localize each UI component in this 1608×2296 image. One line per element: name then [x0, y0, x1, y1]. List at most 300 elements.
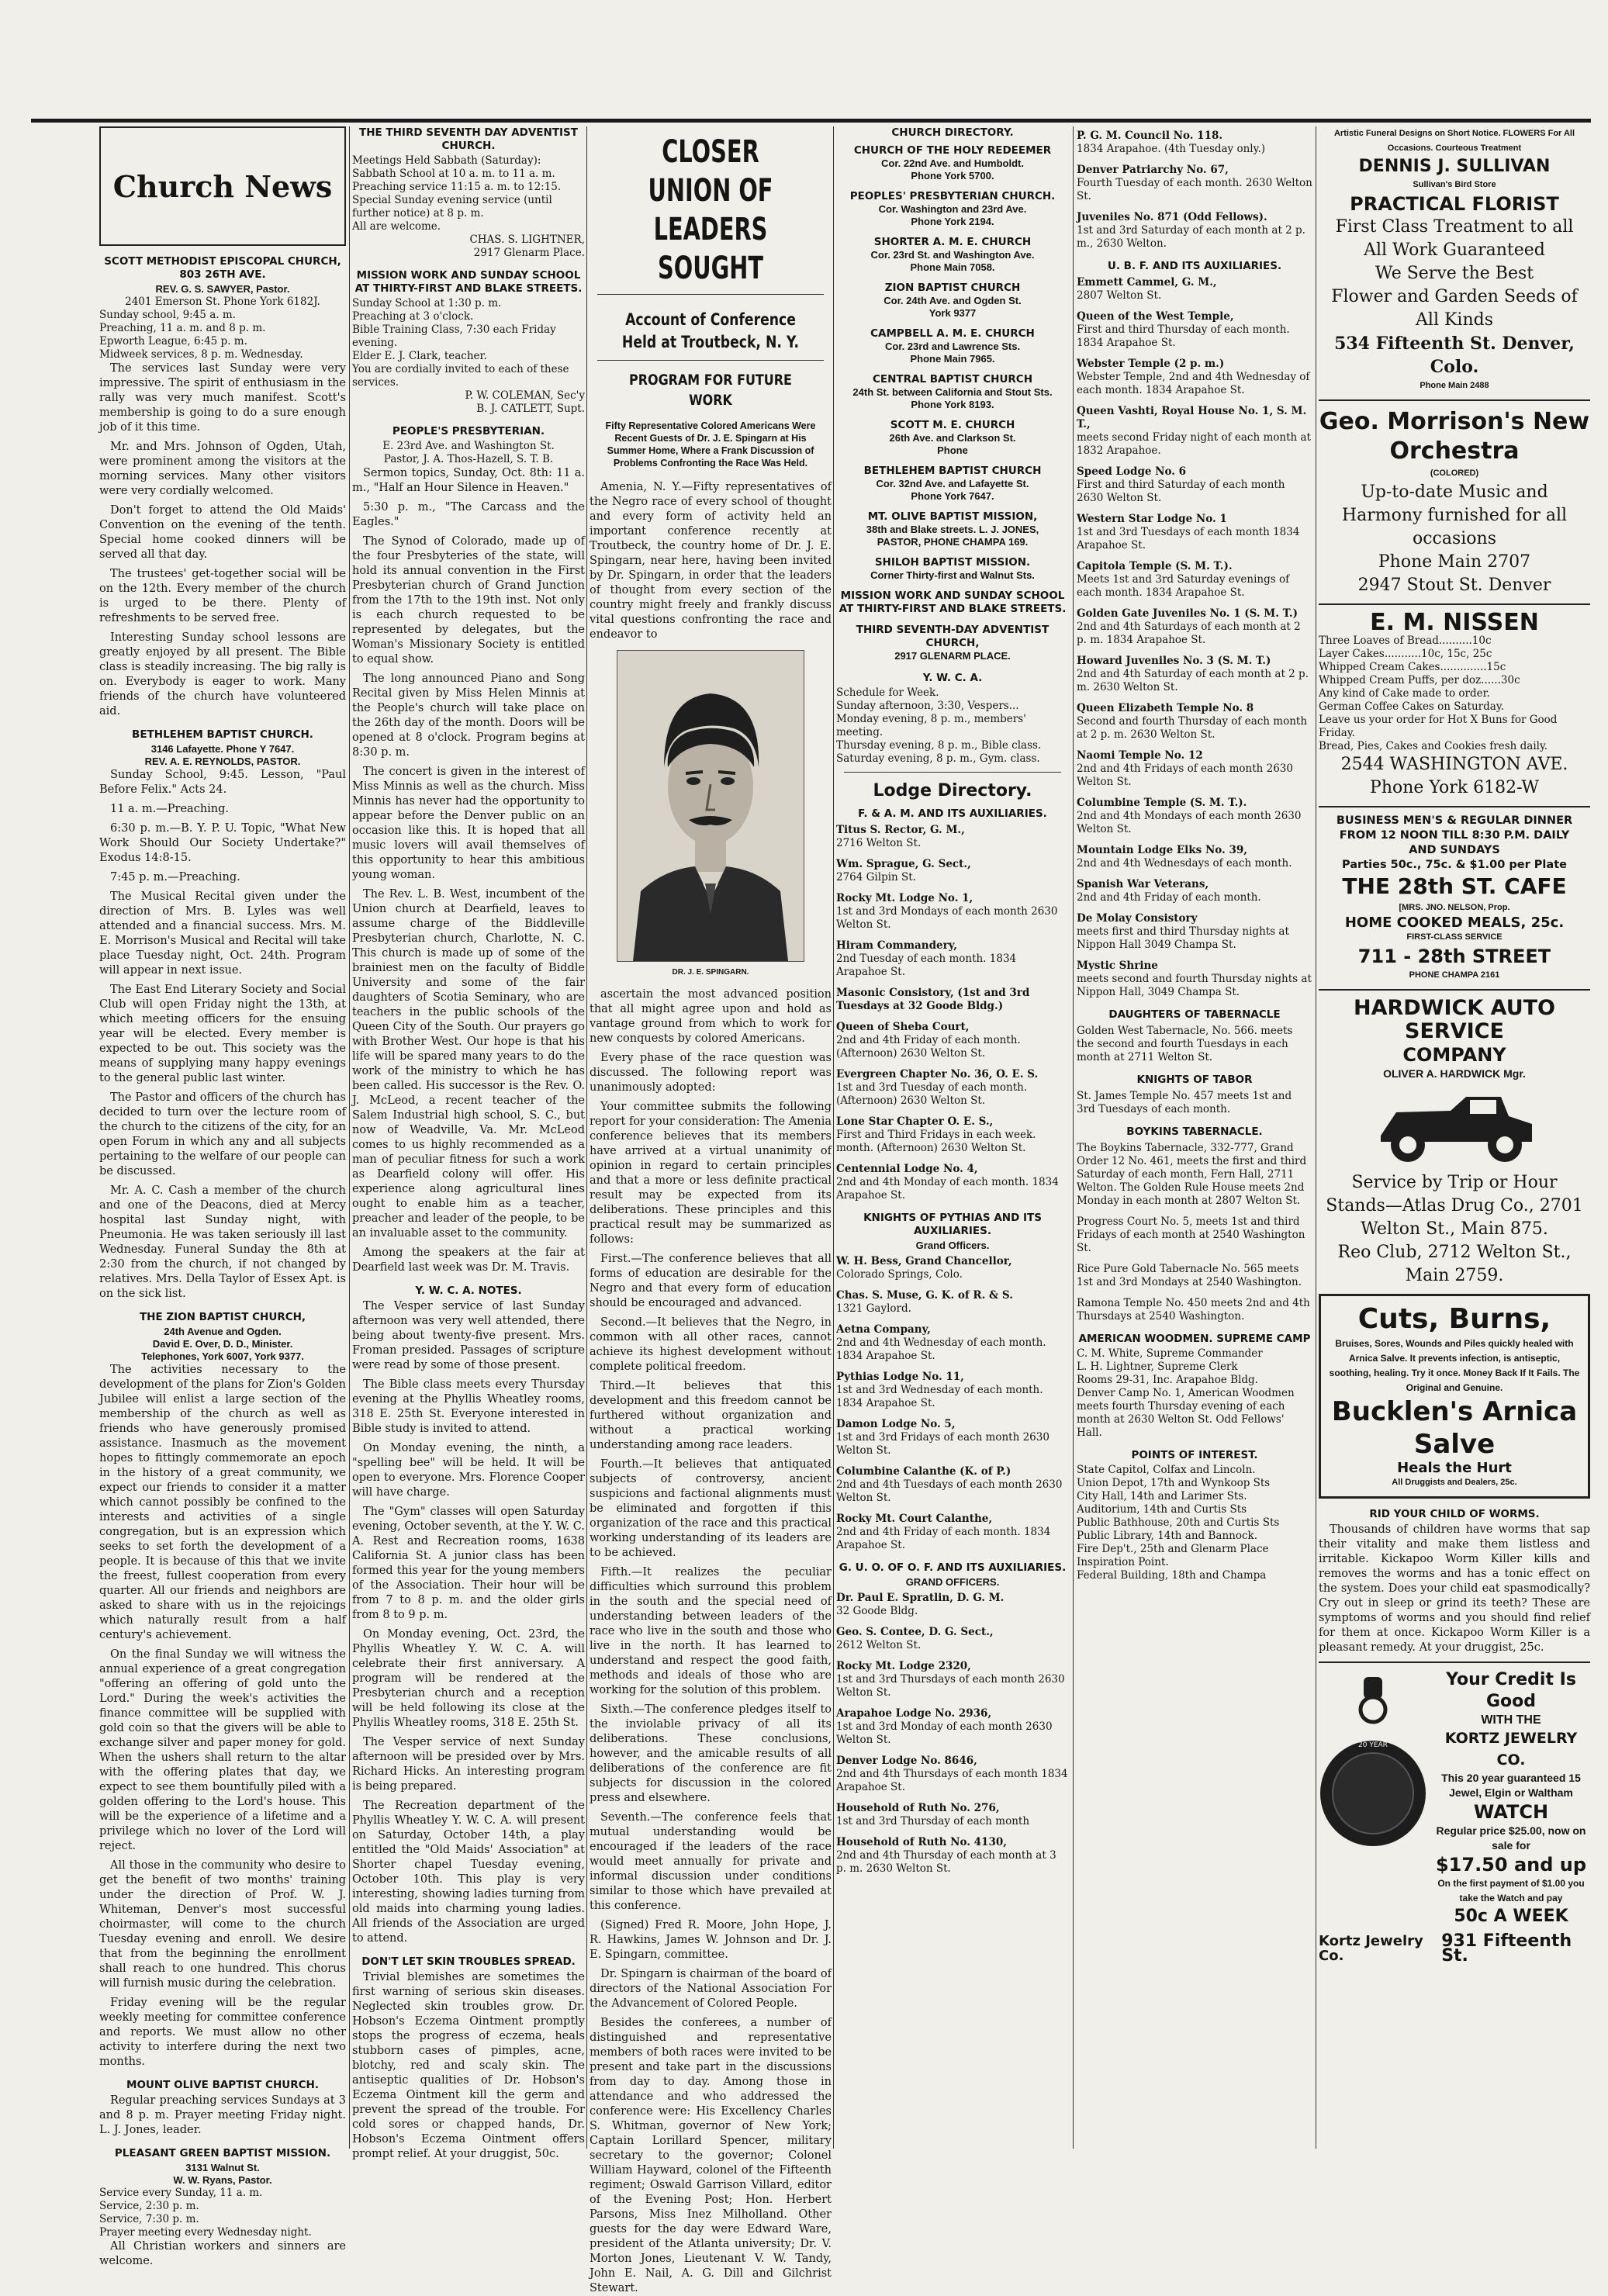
paragraph: The Musical Recital given under the direction of Mrs. B. Lyles was well attended and a financial success. Mrs. M. E. Morrison's Musical and Recital will take place Tuesday night, Oct. 24th. Program will appear in next issue.: [99, 890, 346, 977]
peoples-head: PEOPLE'S PRESBYTERIAN.: [392, 425, 545, 437]
church-directory-title: CHURCH DIRECTORY.: [891, 126, 1014, 139]
paragraph: (Signed) Fred R. Moore, John Hope, J. R. Hawkins, James W. Johnson and Dr. J. E. Spingarn, committee.: [590, 1919, 832, 1961]
lodge-entry-name: Geo. S. Contee, D. G. Sect.,: [836, 1626, 994, 1638]
worms-head: RID YOUR CHILD OF WORMS.: [1369, 1508, 1540, 1520]
directory-entry: [836, 465, 1069, 503]
kortz-terms: On the first payment of $1.00 you take the Watch and pay: [1437, 1878, 1585, 1904]
bucklen-tag: Heals the Hurt: [1397, 1460, 1512, 1476]
column-directories: [836, 126, 1069, 2149]
lodge-entry: [836, 1371, 1069, 1410]
column-church-news: [99, 126, 346, 2267]
lodge-entry-name: Webster Temple (2 p. m.): [1077, 358, 1225, 370]
watch-dial-text: 20 YEAR: [1358, 1741, 1388, 1749]
scott-address: 2401 Emerson St. Phone York 6182J.: [125, 296, 320, 308]
directory-entry-line: 24th St. between California and Stout Sts.: [852, 386, 1053, 398]
woodmen-line: L. H. Lightner, Supreme Clerk: [1077, 1361, 1238, 1373]
lodge-entry-detail: 32 Goode Bldg.: [836, 1605, 918, 1617]
paragraph: The concert is given in the interest of Miss Minnis as well as the church. Miss Minnis has never had the opportunity to appear before the Denver public on an occasion like this. It is hoped that all music lovers will avail themselves of this opportunity to hear this ambitious young woman.: [352, 766, 585, 881]
lodge-entry: [1077, 878, 1312, 904]
hardwick-mgr: OLIVER A. HARDWICK Mgr.: [1383, 1067, 1526, 1080]
ad-line: All Kinds: [1416, 310, 1493, 330]
poi-line: Public Bathhouse, 20th and Curtis Sts: [1077, 1516, 1280, 1529]
lodge-entry: [1077, 310, 1312, 350]
lodge-entry-name: W. H. Bess, Grand Chancellor,: [836, 1255, 1012, 1267]
sda-signer-address: 2917 Glenarm Place.: [473, 247, 585, 259]
ad-divider: [1319, 399, 1590, 401]
lodge-entry-name: Denver Lodge No. 8646,: [836, 1755, 977, 1767]
lodge-entry-name: Mystic Shrine: [1077, 960, 1158, 972]
lodge-entry: [1077, 912, 1312, 952]
lodge-entry-name: Emmett Cammel, G. M.,: [1077, 276, 1217, 289]
woodmen-line: C. M. White, Supreme Commander: [1077, 1347, 1263, 1360]
lodge-entry: [836, 1660, 1069, 1700]
headline-second: Account of Conference Held at Troutbeck, N. Y.: [621, 310, 800, 351]
cafe-ad: [1319, 814, 1590, 983]
sullivan-phone: Phone Main 2488: [1420, 381, 1489, 390]
lodge-entry-detail: 2nd and 4th Friday of each month. 1834 Arapahoe St.: [836, 1526, 1051, 1551]
schedule-line: Midweek services, 8 p. m. Wednesday.: [99, 348, 303, 361]
sullivan-title: PRACTICAL FLORIST: [1350, 193, 1559, 215]
nissen-items: [1319, 635, 1590, 753]
lodge-entry-name: Golden Gate Juveniles No. 1 (S. M. T.): [1077, 607, 1298, 620]
ad-line: Stands—Atlas Drug Co., 2701 Welton St., Main 875.: [1326, 1196, 1583, 1239]
schedule-line: Meetings Held Sabbath (Saturday):: [352, 154, 541, 167]
poi-list: [1077, 1464, 1312, 1582]
column-lodges: [1077, 126, 1312, 2149]
lodge-entry-detail: 2nd and 4th Monday of each month. 1834 Arapahoe St.: [836, 1176, 1059, 1202]
lodge-entry-name: Speed Lodge No. 6: [1077, 465, 1187, 478]
directory-entry-name: SHORTER A. M. E. CHURCH: [873, 236, 1032, 248]
lodge-entry-detail: 1st and 3rd Mondays of each month 2630 Welton St.: [836, 905, 1058, 931]
mount-olive-head: MOUNT OLIVE BAPTIST CHURCH.: [126, 2079, 319, 2091]
menu-item: Layer Cakes...........10c, 15c, 25c: [1319, 648, 1492, 660]
cafe-line: Parties 50c., 75c. & $1.00 per Plate: [1342, 859, 1567, 871]
lodge-entry-detail: 2nd and 4th Tuesdays of each month 2630 Welton St.: [836, 1478, 1063, 1504]
poi-line: Union Depot, 17th and Wynkoop Sts: [1077, 1477, 1271, 1489]
pocket-watch-icon: [1319, 1669, 1427, 1902]
schedule-line: Monday evening, 8 p. m., members' meeting.: [836, 713, 1026, 738]
lodge-entry-detail: 1st and 3rd Thursday of each month: [836, 1815, 1030, 1827]
zion-minister: David E. Over, D. D., Minister.: [152, 1338, 293, 1350]
mission-head: MISSION WORK AND SUNDAY SCHOOL AT THIRTY-FIRST AND BLAKE STREETS.: [354, 269, 583, 295]
oddfellows-list: [836, 1592, 1069, 1876]
lodge-entry: [836, 824, 1069, 850]
lodge-entry-detail: Meets 1st and 3rd Saturday evenings of each month. 1834 Arapahoe St.: [1077, 573, 1290, 599]
paragraph: The Recreation department of the Phyllis Wheatley Y. W. C. A. will present on Saturday, October 14th, a play entitled the "Old Maids' Association" at Shorter chapel Tuesday evening, October 10th. This play is very interesting, showing ladies turning from old maids into charming young ladies. All friends of the Association are urged to attend.: [352, 1800, 585, 1945]
directory-entry-line: Cor. Washington and 23rd Ave.: [878, 203, 1027, 215]
ad-divider: [1319, 989, 1590, 991]
paragraph: Fifth.—It realizes the peculiar difficulties which surround this problem in the south and the special need of understanding between leaders of the race who live in the south and those who live in the north. It has learned to understand and respect the good faith, methods and ideals of those who are working for the solution of this problem.: [590, 1566, 832, 1696]
cafe-line: FROM 12 NOON TILL 8:30 P.M. DAILY: [1339, 829, 1570, 842]
lodge-entry-name: Columbine Temple (S. M. T.).: [1077, 797, 1247, 809]
lodge-entry-detail: 2nd and 4th Wednesday of each month. 1834 Arapahoe St.: [836, 1336, 1046, 1362]
bethlehem-head: BETHLEHEM BAPTIST CHURCH.: [132, 728, 313, 741]
bucklen-sub: Bruises, Sores, Wounds and Piles quickly healed with Arnica Salve. It prevents infection, is antiseptic, soothing, healing. Try it once. Money Back If It Fails. The Original and Genuine.: [1329, 1338, 1580, 1393]
column-rule: [833, 126, 834, 2149]
lodge-entry-detail: 1st and 3rd Fridays of each month 2630 Welton St.: [836, 1431, 1050, 1457]
lodge-entry: [836, 939, 1069, 979]
council-list: [1077, 130, 1312, 251]
column-rule: [349, 126, 350, 2149]
kortz-watch: WATCH: [1473, 1801, 1549, 1823]
menu-item: Leave us your order for Hot X Buns for Good Friday.: [1319, 714, 1558, 739]
directory-entry: [836, 327, 1069, 365]
church-directory-list: [836, 144, 1069, 662]
kortz-line1: Your Credit Is Good: [1446, 1670, 1576, 1711]
paragraph: ascertain the most advanced position that all might agree upon and hold as vantage ground from which to work for new conquests by colored Americans.: [590, 988, 832, 1045]
directory-entry-line: PASTOR, PHONE CHAMPA 169.: [877, 536, 1029, 548]
sullivan-small: Artistic Funeral Designs on Short Notice. FLOWERS For All Occasions. Courteous Treatment: [1333, 129, 1575, 153]
directory-entry: [836, 373, 1069, 411]
kp-sub: Grand Officers.: [915, 1240, 990, 1251]
lodge-entry-name: Spanish War Veterans,: [1077, 878, 1209, 890]
top-rule: [31, 119, 1591, 123]
lodge-entry: [1077, 607, 1312, 647]
woodmen-list: [1077, 1347, 1312, 1440]
cafe-line: AND SUNDAYS: [1409, 844, 1500, 856]
ywca-directory-head: Y. W. C. A.: [922, 672, 983, 684]
paragraph: 11 a. m.—Preaching.: [110, 803, 230, 815]
cafe-line: BUSINESS MEN'S & REGULAR DINNER: [1336, 814, 1573, 827]
lodge-entry: [836, 1513, 1069, 1552]
woodmen-head: AMERICAN WOODMEN. SUPREME CAMP: [1078, 1333, 1311, 1345]
lodge-entry-detail: 2612 Welton St.: [836, 1639, 922, 1651]
pleasant-green-closing: All Christian workers and sinners are welcome.: [99, 2240, 346, 2267]
paragraph: Your committee submits the following report for your consideration: The Amenia conference believes that its members have arrived at a virtual unanimity of opinion in regard to certain principles and that a more or less definite practical result may be expected from its deliberations. These principles and this practical result may be summarized as follows:: [590, 1101, 832, 1246]
directory-entry-line: Phone Main 7058.: [910, 261, 995, 273]
schedule-line: Thursday evening, 8 p. m., Bible class.: [836, 739, 1042, 752]
directory-entry: [836, 556, 1069, 582]
lodge-entry-name: Evergreen Chapter No. 36, O. E. S.: [836, 1068, 1039, 1081]
sullivan-sub: Sullivan's Bird Store: [1413, 180, 1496, 189]
directory-entry-line: Phone York 8193.: [911, 399, 994, 410]
kp-list: [836, 1255, 1069, 1552]
lodge-entry-detail: 1st and 3rd Tuesday of each month. (Afternoon) 2630 Welton St.: [836, 1081, 1028, 1107]
lodge-entry: [836, 1289, 1069, 1316]
church-news-header: [99, 126, 346, 246]
directory-entry-name: MISSION WORK AND SUNDAY SCHOOL AT THIRTY-FIRST AND BLAKE STREETS.: [839, 590, 1067, 615]
lodge-entry-name: Queen Elizabeth Temple No. 8: [1077, 702, 1254, 714]
directory-entry-line: 38th and Blake streets. L. J. JONES,: [866, 524, 1039, 535]
man-portrait-illustration: [617, 651, 804, 961]
bucklen-title: Cuts, Burns,: [1357, 1303, 1551, 1335]
directory-entry: [836, 282, 1069, 320]
tabor-text: St. James Temple No. 457 meets 1st and 3rd Tuesdays of each month.: [1077, 1090, 1292, 1115]
nissen-phone: Phone York 6182-W: [1370, 778, 1539, 797]
ywca-notes-head: Y. W. C. A. NOTES.: [415, 1285, 522, 1297]
lodge-entry: [836, 858, 1069, 884]
zion-head: THE ZION BAPTIST CHURCH,: [139, 1311, 306, 1323]
menu-item: German Coffee Cakes on Saturday.: [1319, 700, 1504, 713]
directory-entry-name: THIRD SEVENTH-DAY ADVENTIST CHURCH,: [856, 624, 1050, 649]
lodge-entry: [836, 1802, 1069, 1828]
cafe-meals: HOME COOKED MEALS, 25c.: [1344, 915, 1565, 931]
mission-schedule: [352, 297, 585, 389]
lodge-entry: [836, 1418, 1069, 1457]
paragraph: The East End Literary Society and Social Club will open Friday night the 13th, at which meeting officers for the ensuing year will be elected. Every member is expected to be out. This society was the means of supplying many happy evenings to the general public last winter.: [99, 984, 346, 1084]
hardwick-ad: [1319, 997, 1590, 1288]
scott-church-head: SCOTT METHODIST EPISCOPAL CHURCH, 803 26TH AVE.: [104, 255, 341, 281]
paragraph: On Monday evening, Oct. 23rd, the Phyllis Wheatley Y. W. C. A. will celebrate their first anniversary. A program will be rendered at the Presbyterian church and a reception will be held following its close at the Phyllis Wheatley rooms, 318 E. 25th St.: [352, 1628, 585, 1729]
portrait-caption: DR. J. E. SPINGARN.: [672, 968, 749, 977]
paragraph: The long announced Piano and Song Recital given by Miss Helen Minnis at the People's church will take place on the 26th day of the month. Doors will be opened at 8 o'clock. Program begins at 8:30 p. m.: [352, 673, 585, 759]
directory-entry: [836, 624, 1069, 662]
lodge-entry-detail: 2nd and 4th Mondays of each month 2630 Welton St.: [1077, 810, 1302, 835]
paragraph: The activities necessary to the development of the plans for Zion's Golden Jubilee will enlist a large section of the membership of the church as well as friends who have generously promised assistance. Inasmuch as the movement hopes to fittingly commemorate an epoch in the history of a great community, we expect our friends to consider it a matter which cannot possibly be confined to the interests and activities of a single congregation, but is an expression which seeks to set forth the development of a people. It is because of this that we invite the freest, fullest cooperation from every quarter. All our friends and neighbors are asked to share with us in the rejoicings which naturally result from a half century's achievement.: [99, 1364, 346, 1641]
paragraph: First.—The conference believes that all forms of education are desirable for the Negro and that every form of education should be encouraged and advanced.: [590, 1253, 832, 1309]
paragraph: The Bible class meets every Thursday evening at the Phyllis Wheatley rooms, 318 E. 25th St. Everyone interested in Bible study is invited to attend.: [352, 1378, 585, 1435]
lodge-entry-detail: meets second Friday night of each month at 1832 Arapahoe.: [1077, 431, 1311, 457]
worms-text: Thousands of children have worms that sap their vitality and make them listless and irritable. Kickapoo Worm Killer kills and removes the worms and has a tonic effect on the system. Does your child eat spasmodically? Cry out in sleep or grind its teeth? These are symptoms of worms and you should find relief for them at once. Kickapoo Worm Killer is a pleasant remedy. At your druggist, 25c.: [1319, 1523, 1590, 1654]
lodge-entry-detail: 2nd and 4th Saturday of each month at 2 p. m. 2630 Welton St.: [1077, 668, 1309, 693]
directory-entry: [836, 510, 1069, 548]
lodge-entry: [836, 1068, 1069, 1108]
lodge-entry-name: Arapahoe Lodge No. 2936,: [836, 1707, 992, 1720]
headline-main: CLOSER UNION OF LEADERS SOUGHT: [648, 134, 773, 286]
lodge-entry-name: Chas. S. Muse, G. K. of R. & S.: [836, 1289, 1013, 1302]
directory-entry-line: Phone: [937, 444, 968, 456]
cafe-address: 711 - 28th STREET: [1357, 946, 1551, 967]
lodge-entry-name: Capitola Temple (S. M. T.).: [1077, 560, 1233, 572]
peoples-pastor: Pastor, J. A. Thos-Hazell, S. T. B.: [383, 453, 554, 465]
ramona-text: Ramona Temple No. 450 meets 2nd and 4th Thursdays at 2540 Washington.: [1077, 1297, 1310, 1323]
directory-entry: [836, 590, 1069, 616]
schedule-line: Sabbath School at 10 a. m. to 11 a. m.: [352, 168, 555, 180]
directory-entry-name: CENTRAL BAPTIST CHURCH: [872, 373, 1033, 386]
schedule-line: Preaching at 3 o'clock.: [352, 310, 474, 323]
lodge-entry-name: Denver Patriarchy No. 67,: [1077, 164, 1229, 176]
column-advertisements: [1319, 126, 1590, 2149]
ad-divider: [1319, 806, 1590, 807]
lodge-entry: [1077, 560, 1312, 600]
kortz-name: Kortz Jewelry Co.: [1319, 1933, 1423, 1964]
lodge-entry-name: Damon Lodge No. 5,: [836, 1418, 956, 1430]
directory-entry: [836, 236, 1069, 274]
kortz-text: [1432, 1669, 1590, 1928]
directory-entry-line: Phone York 7647.: [911, 490, 994, 502]
directory-entry-name: CAMPBELL A. M. E. CHURCH: [870, 327, 1035, 340]
schedule-line: Preaching service 11:15 a. m. to 12:15.: [352, 181, 562, 193]
hardwick-company: COMPANY: [1402, 1044, 1506, 1066]
church-news-title: Church News: [112, 168, 333, 204]
mission-sig2: B. J. CATLETT, Supt.: [476, 403, 585, 415]
ad-divider: [1319, 603, 1590, 605]
cafe-name: THE 28th ST. CAFE: [1342, 873, 1567, 899]
kp-head: KNIGHTS OF PYTHIAS AND ITS AUXILIARIES.: [863, 1212, 1042, 1237]
lodge-entry-detail: 2nd and 4th Saturdays of each month at 2 p. m. 1834 Arapahoe St.: [1077, 621, 1301, 646]
lodge-entry-name: Juveniles No. 871 (Odd Fellows).: [1077, 211, 1267, 223]
paragraph: Mr. and Mrs. Johnson of Ogden, Utah, were prominent among the visitors at the morning services. Many other visitors were very cordially welcomed.: [99, 441, 346, 497]
menu-item: Whipped Cream Cakes..............15c: [1319, 661, 1506, 673]
kortz-address: 931 Fifteenth St.: [1441, 1931, 1572, 1966]
directory-entry: [836, 419, 1069, 457]
pleasant-green-head: PLEASANT GREEN BAPTIST MISSION.: [114, 2147, 331, 2159]
lodge-entry-name: Dr. Paul E. Spratlin, D. G. M.: [836, 1592, 1005, 1604]
schedule-line: Preaching, 11 a. m. and 8 p. m.: [99, 322, 266, 334]
progress-court-text: Progress Court No. 5, meets 1st and third Fridays of each month at 2540 Washington St.: [1077, 1215, 1305, 1254]
woodmen-line: Rooms 29-31, Inc. Arapahoe Bldg.: [1077, 1374, 1258, 1386]
hardwick-lines: [1319, 1171, 1590, 1288]
lodge-entry-name: Howard Juveniles No. 3 (S. M. T.): [1077, 655, 1271, 667]
kortz-ad: [1319, 1669, 1590, 1928]
nissen-name: E. M. NISSEN: [1370, 609, 1539, 636]
nissen-address: 2544 WASHINGTON AVE.: [1340, 755, 1568, 774]
paragraph: 6:30 p. m.—B. Y. P. U. Topic, "What New Work Should Our Society Undertake?" Exodus 14:8-15.: [99, 822, 346, 864]
kortz-line4: This 20 year guaranteed 15 Jewel, Elgin or Waltham: [1441, 1772, 1581, 1799]
pleasant-green-pastor: W. W. Ryans, Pastor.: [173, 2174, 272, 2186]
schedule-line: Schedule for Week.: [836, 686, 939, 699]
kortz-regular: Regular price $25.00, now on sale for: [1436, 1824, 1586, 1852]
paragraph: Dr. Spingarn is chairman of the board of directors of the National Association For the Advancement of Colored People.: [590, 1968, 832, 2010]
morrison-address: 2947 Stout St. Denver: [1357, 576, 1551, 595]
lodge-entry-detail: 2764 Gilpin St.: [836, 871, 916, 883]
directory-entry-line: Cor. 32nd Ave. and Lafayette St.: [876, 478, 1029, 489]
scott-pastor: REV. G. S. SAWYER, Pastor.: [155, 283, 290, 295]
ad-line: All Work Guaranteed: [1364, 240, 1545, 260]
paragraph: Interesting Sunday school lessons are greatly enjoyed by all present. The Bible class is steadily increasing. The big rally is on. Everybody is eager to work. Many friends of the church have volunteered aid.: [99, 631, 346, 718]
directory-entry-name: MT. OLIVE BAPTIST MISSION,: [867, 510, 1038, 523]
column-rule: [586, 126, 587, 2149]
lodge-entry: [836, 1255, 1069, 1281]
schedule-line: Special Sunday evening service (until further notice) at 8 p. m.: [352, 194, 552, 220]
lodge-entry: [1077, 465, 1312, 505]
lodge-entry: [836, 1021, 1069, 1060]
lodge-entry-name: Queen Vashti, Royal House No. 1, S. M. T.,: [1077, 405, 1307, 430]
poi-line: Inspiration Point.: [1077, 1556, 1169, 1568]
menu-item: Any kind of Cake made to order.: [1319, 687, 1490, 700]
schedule-line: Elder E. J. Clark, teacher.: [352, 350, 487, 362]
schedule-line: Saturday evening, 8 p. m., Gym. class.: [836, 752, 1040, 765]
lodge-entry-detail: meets second and fourth Thursday nights at Nippon Hall, 3049 Champa St.: [1077, 973, 1312, 998]
lodge-entry: [1077, 405, 1312, 458]
lodge-entry: [1077, 164, 1312, 203]
schedule-line: Sunday School at 1:30 p. m.: [352, 297, 502, 309]
skin-text: Trivial blemishes are sometimes the first warning of serious skin diseases. Neglected skin troubles grow. Dr. Hobson's Eczema Ointment promptly stops the progress of eczema, heals stubborn cases of pimples, acne, blotchy, red and scaly skin. The antiseptic qualities of Dr. Hobson's Eczema Ointment kill the germ and prevent the spread of the trouble. For cold sores or chapped hands, Dr. Hobson's Eczema Ointment offers prompt relief. At your druggist, 50c.: [352, 1971, 585, 2160]
lodge-entry-detail: 1834 Arapahoe. (4th Tuesday only.): [1077, 143, 1266, 155]
lodge-entry-detail: Fourth Tuesday of each month. 2630 Welton St.: [1077, 177, 1312, 202]
lodge-entry-name: Titus S. Rector, G. M.,: [836, 824, 965, 836]
lodge-entry: [1077, 797, 1312, 836]
paragraph: 7:45 p. m.—Preaching.: [110, 871, 240, 883]
paragraph: The Vesper service of last Sunday afternoon was very well attended, there being about twenty-five present. Mrs. Froman presided. Passages of scripture were read by some of those present.: [352, 1300, 585, 1371]
lodge-entry-detail: 2nd Tuesday of each month. 1834 Arapahoe St.: [836, 953, 1017, 978]
zion-paragraphs: [99, 1363, 346, 2070]
masons-head: F. & A. M. AND ITS AUXILIARIES.: [858, 807, 1047, 820]
bethlehem-paragraphs: [99, 768, 346, 1302]
paragraph: Second.—It believes that the Negro, in common with all other races, cannot achieve its highest development without complete political freedom.: [590, 1316, 832, 1373]
lodge-entry: [1077, 513, 1312, 552]
lodge-entry-detail: 1st and 3rd Wednesday of each month. 1834 Arapahoe St.: [836, 1384, 1043, 1409]
bethlehem-address: 3146 Lafayette. Phone Y 7647.: [150, 743, 295, 755]
skin-head: DON'T LET SKIN TROUBLES SPREAD.: [361, 1955, 576, 1968]
ywca-schedule: [836, 686, 1069, 766]
sullivan-ad: [1319, 126, 1590, 393]
paragraph: Don't forget to attend the Old Maids' Convention on the evening of the tenth. Special home cooked dinners will be served all that day.: [99, 504, 346, 561]
automobile-icon: [1365, 1081, 1544, 1167]
paragraph: The services last Sunday were very impressive. The spirit of enthusiasm in the rally was very much manifest. Scott's membership is going to do a sure enough job of it this time.: [99, 362, 346, 434]
ywca-paragraphs: [352, 1299, 585, 1946]
kortz-sale: $17.50 and up: [1435, 1854, 1587, 1876]
paragraph: On Monday evening, the ninth, a "spelling bee" will be held. It will be open to everyone. Mrs. Florence Cooper will have charge.: [352, 1442, 585, 1499]
morrison-title: Geo. Morrison's New Orchestra: [1319, 408, 1590, 465]
poi-line: Public Library, 14th and Bannock.: [1077, 1530, 1257, 1542]
poi-line: City Hall, 14th and Larimer Sts.: [1077, 1490, 1247, 1502]
schedule-line: Prayer meeting every Wednesday night.: [99, 2226, 312, 2239]
paragraph: Among the speakers at the fair at Dearfield last week was Dr. M. Travis.: [352, 1247, 585, 1274]
lodge-entry-name: Queen of Sheba Court,: [836, 1021, 970, 1033]
lodge-entry-detail: 2716 Welton St.: [836, 837, 922, 849]
masons-list: [836, 824, 1069, 1202]
headline-divider: [597, 360, 824, 361]
daughters-text: Golden West Tabernacle, No. 566. meets the second and fourth Tuesdays in each month at 2711 Welton St.: [1077, 1025, 1293, 1063]
daughters-head: DAUGHTERS OF TABERNACLE: [1108, 1008, 1281, 1021]
schedule-line: Sunday afternoon, 3:30, Vespers...: [836, 700, 1019, 712]
woodmen-line: Denver Camp No. 1, American Woodmen meets fourth Thursday evening of each month at 2630 Welton St. Odd Fellows' Hall.: [1077, 1387, 1295, 1439]
paragraph: Sermon topics, Sunday, Oct. 8th: 11 a. m., "Half an Hour Silence in Heaven.": [352, 467, 585, 494]
lodge-entry-name: Household of Ruth No. 276,: [836, 1802, 1000, 1814]
morrison-colored: (COLORED): [1430, 469, 1479, 478]
schedule-line: Bible Training Class, 7:30 each Friday evening.: [352, 323, 556, 349]
directory-entry-line: 2917 GLENARM PLACE.: [894, 650, 1011, 662]
boykins-text: The Boykins Tabernacle, 332-777, Grand Order 12 No. 461, meets the first and third Saturday of each month, Fern Hall, 2711 Welton. The Golden Rule House meets 2nd Monday in each month at 2807 Welton St.: [1077, 1142, 1307, 1207]
lodge-entry-name: Household of Ruth No. 4130,: [836, 1836, 1007, 1848]
sullivan-lines: [1319, 216, 1590, 332]
lodge-entry-detail: 1st and 3rd Thursdays of each month 2630 Welton St.: [836, 1673, 1065, 1699]
schedule-line: Service, 2:30 p. m.: [99, 2200, 199, 2212]
directory-entry-name: ZION BAPTIST CHURCH: [884, 282, 1021, 294]
kortz-line2: WITH THE: [1481, 1713, 1541, 1727]
portrait-image: [617, 650, 804, 962]
oddfellows-sub: GRAND OFFICERS.: [905, 1576, 1000, 1588]
lodge-entry: [836, 987, 1069, 1013]
story-deck: Fifty Representative Colored Americans Were Recent Guests of Dr. J. E. Spingarn at His Summer Home, Where a Frank Discussion of Problems Confronting the Race Was Held.: [605, 420, 816, 469]
directory-entry-line: Phone York 5700.: [911, 170, 994, 182]
scott-schedule: [99, 309, 346, 361]
schedule-line: Sunday school, 9:45 a. m.: [99, 309, 236, 321]
schedule-line: Epworth League, 6:45 p. m.: [99, 335, 247, 348]
lodge-entry: [1077, 749, 1312, 789]
poi-line: State Capitol, Colfax and Lincoln.: [1077, 1464, 1256, 1476]
bethlehem-pastor: REV. A. E. REYNOLDS, PASTOR.: [144, 756, 301, 767]
paragraph: 5:30 p. m., "The Carcass and the Eagles.": [352, 501, 585, 528]
mount-olive-text: Regular preaching services Sundays at 3 and 8 p. m. Prayer meeting Friday night. L. J. Jones, leader.: [99, 2094, 346, 2136]
lodge-entry-name: Masonic Consistory, (1st and 3rd Tuesdays at 32 Goode Bldg.): [836, 987, 1030, 1012]
lodge-entry-name: Aetna Company,: [836, 1323, 931, 1336]
menu-item: Three Loaves of Bread..........10c: [1319, 635, 1492, 647]
directory-entry: [836, 144, 1069, 182]
lodge-entry: [836, 1163, 1069, 1202]
lodge-entry: [836, 1707, 1069, 1747]
ad-divider: [1319, 1661, 1590, 1663]
lodge-entry: [1077, 702, 1312, 742]
ubf-list: [1077, 276, 1312, 999]
ad-line: First Class Treatment to all: [1335, 217, 1574, 237]
ad-line: Flower and Garden Seeds of: [1331, 287, 1578, 306]
menu-item: Whipped Cream Puffs, per doz......30c: [1319, 674, 1520, 686]
sullivan-name: DENNIS J. SULLIVAN: [1358, 157, 1551, 176]
lodge-entry: [836, 1836, 1069, 1876]
boykins-head: BOYKINS TABERNACLE.: [1126, 1126, 1263, 1138]
directory-entry-name: PEOPLES' PRESBYTERIAN CHURCH.: [849, 190, 1056, 202]
directory-entry-line: York 9377: [928, 307, 977, 319]
paragraph: All those in the community who desire to get the benefit of two months' training under the direction of Prof. W. J. Whiteman, Denver's most successful choirmaster, will come to the church Tuesday evening and enroll. We desire that from the beginning the enrollment shall reach to one hundred. This chorus will furnish music during the celebration.: [99, 1859, 346, 1990]
lodge-entry: [1077, 130, 1312, 156]
tabor-head: KNIGHTS OF TABOR: [1136, 1074, 1253, 1086]
directory-entry-line: Cor. 23rd and Lawrence Sts.: [884, 341, 1021, 352]
lodge-entry-detail: 1321 Gaylord.: [836, 1302, 911, 1315]
directory-entry-line: Corner Thirty-first and Walnut Sts.: [870, 569, 1035, 581]
bucklen-name: Bucklen's Arnica Salve: [1331, 1396, 1578, 1460]
